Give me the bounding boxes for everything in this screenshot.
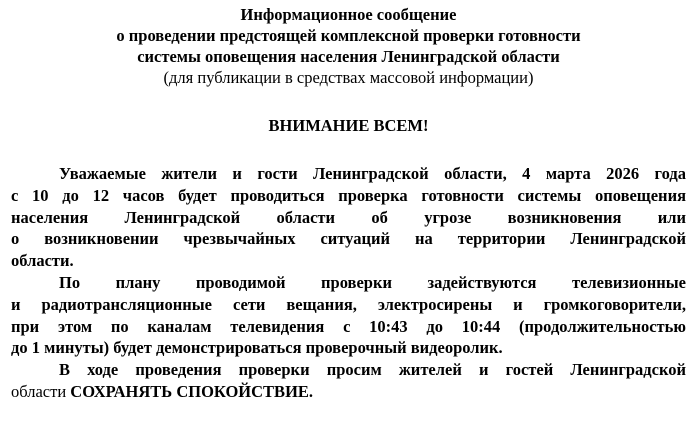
paragraph-1-line: о возникновении чрезвычайных ситуаций на территории Ленинградской [11, 229, 686, 249]
paragraph-1-line: Уважаемые жители и гости Ленинградской области, 4 марта 2026 года [59, 164, 686, 183]
paragraph-1 [11, 163, 686, 272]
paragraph-2-line: до 1 минуты) будет демонстрироваться проверочный видеоролик. [11, 338, 503, 358]
header-title: Информационное сообщение [240, 5, 457, 24]
keep-calm-emphasis: СОХРАНЯТЬ СПОКОЙСТВИЕ. [70, 381, 314, 401]
paragraph-3-closing-line [11, 381, 686, 403]
document-header [11, 4, 686, 88]
paragraph-2 [11, 272, 686, 359]
attention-heading: ВНИМАНИЕ ВСЕМ! [268, 116, 429, 135]
paragraph-2-line: при этом по каналам телевидения с 10:43 до 10:44 (продолжительностью [11, 316, 686, 336]
paragraph-3-prefix: области [11, 381, 67, 401]
header-note: (для публикации в средствах массовой информации) [163, 68, 534, 87]
paragraph-2-line: и радиотрансляционные сети вещания, электросирены и громкоговорители, [11, 294, 686, 314]
paragraph-2-line: По плану проводимой проверки задействуются телевизионные [59, 272, 686, 292]
header-subtitle-line1: о проведении предстоящей комплексной проверки готовности [116, 26, 581, 45]
paragraph-1-line: с 10 до 12 часов будет проводиться проверка готовности системы оповещения [11, 185, 686, 205]
paragraph-1-line: области. [11, 251, 74, 271]
paragraph-3-line: В ходе проведения проверки просим жителей и гостей Ленинградской [59, 360, 686, 380]
paragraph-3 [11, 359, 686, 403]
header-subtitle-line2: системы оповещения населения Ленинградской области [137, 47, 560, 66]
paragraph-1-line: населения Ленинградской области об угрозе возникновения или [11, 207, 686, 227]
